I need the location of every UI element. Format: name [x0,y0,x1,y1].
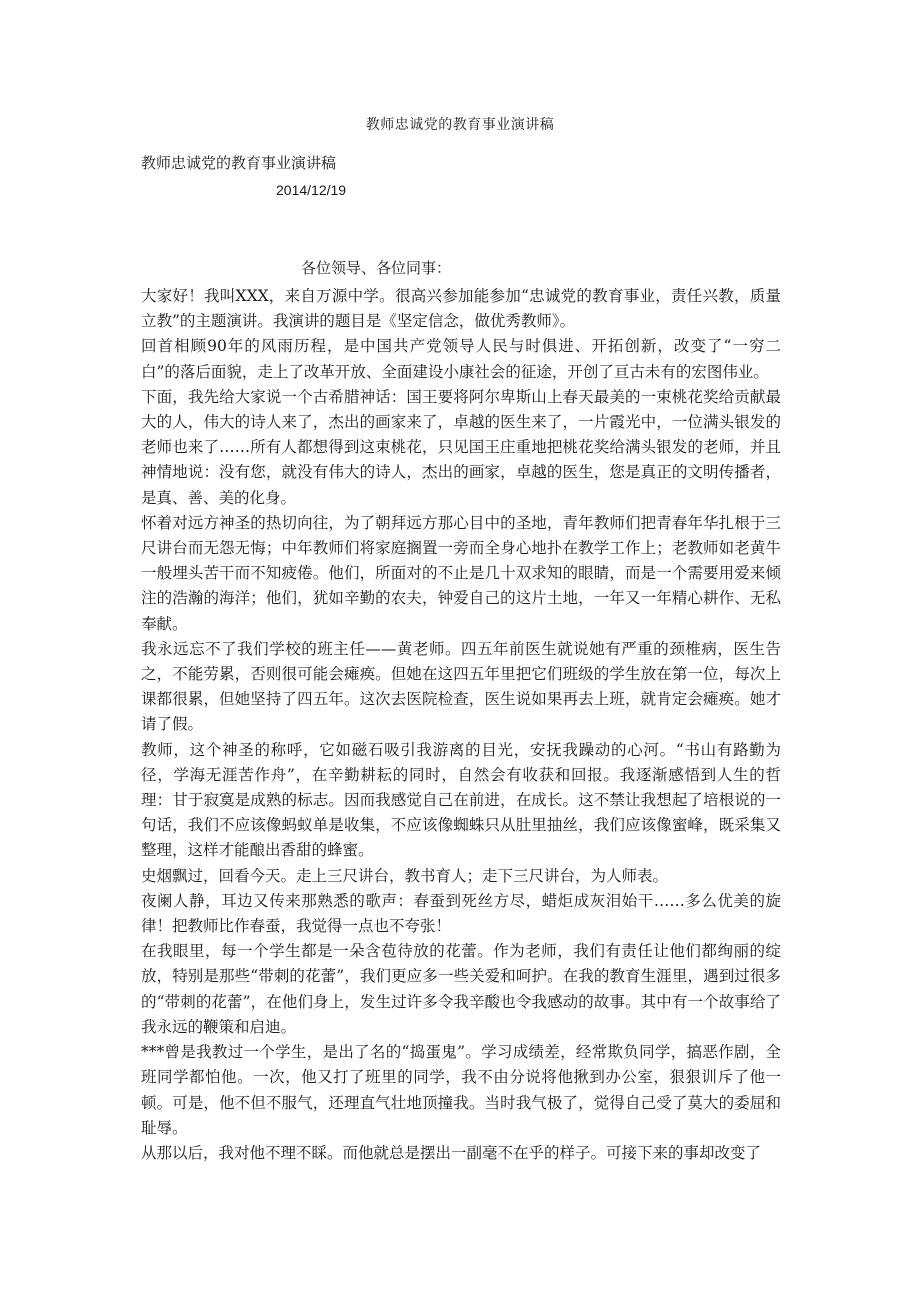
document-date: 2014/12/19 [276,182,347,198]
paragraph: 教师，这个神圣的称呼，它如磁石吸引我游离的目光，安抚我躁动的心河。“书山有路勤为径，学海无涯苦作舟”，在辛勤耕耘的同时，自然会有收获和回报。我逐渐感悟到人生的哲理：甘于寂寞是成熟的标志。因而我感觉自己在前进，在成长。这不禁让我想起了培根说的一句话，我们不应该像蚂蚁单是收集，不应该像蜘蛛只从肚里抽丝，我们应该像蜜峰，既采集又整理，这样才能酿出香甜的蜂蜜。 [141,740,781,860]
paragraph: 史烟飘过，回看今天。走上三尺讲台，教书育人；走下三尺讲台，为人师表。 [141,866,669,885]
paragraph: 我永远忘不了我们学校的班主任——黄老师。四五年前医生就说她有严重的颈椎病，医生告之，不能劳累，否则很可能会瘫痪。但她在这四五年里把它们班级的学生放在第一位，每次上课都很累，但她坚持了四五年。这次去医院检查，医生说如果再去上班，就肯定会瘫痪。她才请了假。 [141,639,781,734]
paragraph: 怀着对远方神圣的热切向往，为了朝拜远方那心目中的圣地，青年教师们把青春年华扎根于三尺讲台而无怨无悔；中年教师们将家庭搁置一旁而全身心地扑在教学工作上；老教师如老黄牛一般埋头苦干而不知疲倦。他们，所面对的不止是几十双求知的眼睛，而是一个需要用爱来倾注的浩瀚的海洋；他们，犹如辛勤的农夫，钟爱自己的这片土地，一年又一年精心耕作、无私奉献。 [141,513,781,633]
document-subtitle: 教师忠诚党的教育事业演讲稿 [141,154,337,172]
paragraph: 在我眼里，每一个学生都是一朵含苞待放的花蕾。作为老师，我们有责任让他们都绚丽的绽放，特别是那些“带刺的花蕾”，我们更应多一些关爱和呵护。在我的教育生涯里，遇到过很多的“带刺的花蕾”，在他们身上，发生过许多令我辛酸也令我感动的故事。其中有一个故事给了我永远的鞭策和启迪。 [141,942,781,1036]
paragraph: 回首相顾90年的风雨历程，是中国共产党领导人民与时俱进、开拓创新，改变了“一穷二白”的落后面貌，走上了改革开放、全面建设小康社会的征途，开创了亘古未有的宏图伟业。 [141,337,781,381]
paragraph: 大家好！我叫XXX，来自万源中学。很高兴参加能参加“忠诚党的教育事业，责任兴教，质量立教”的主题演讲。我演讲的题目是《坚定信念，做优秀教师》。 [141,287,781,331]
paragraph: 夜阑人静，耳边又传来那熟悉的歌声：春蚕到死丝方尽，蜡炬成灰泪始干……多么优美的旋律！把教师比作春蚕，我觉得一点也不夸张！ [141,891,781,936]
speech-body [141,284,781,1166]
paragraph: 从那以后，我对他不理不睬。而他就总是摆出一副毫不在乎的样子。可接下来的事却改变了 [141,1143,762,1162]
paragraph: ***曾是我教过一个学生，是出了名的“捣蛋鬼”。学习成绩差，经常欺负同学，搞恶作剧，全班同学都怕他。一次，他又打了班里的同学，我不由分说将他揪到办公室，狠狠训斥了他一顿。可是，他不但不服气，还理直气壮地顶撞我。当时我气极了，觉得自己受了莫大的委屈和耻辱。 [141,1043,781,1137]
paragraph: 下面，我先给大家说一个古希腊神话：国王要将阿尔卑斯山上春天最美的一束桃花奖给贡献最大的人，伟大的诗人来了，杰出的画家来了，卓越的医生来了，一片霞光中，一位满头银发的老师也来了……所有人都想得到这束桃花，只见国王庄重地把桃花奖给满头银发的老师，并且神情地说：没有您，就没有伟大的诗人，杰出的画家，卓越的医生，您是真正的文明传播者，是真、善、美的化身。 [141,387,781,507]
document-title: 教师忠诚党的教育事业演讲稿 [365,117,555,133]
salutation: 各位领导、各位同事： [301,259,452,277]
